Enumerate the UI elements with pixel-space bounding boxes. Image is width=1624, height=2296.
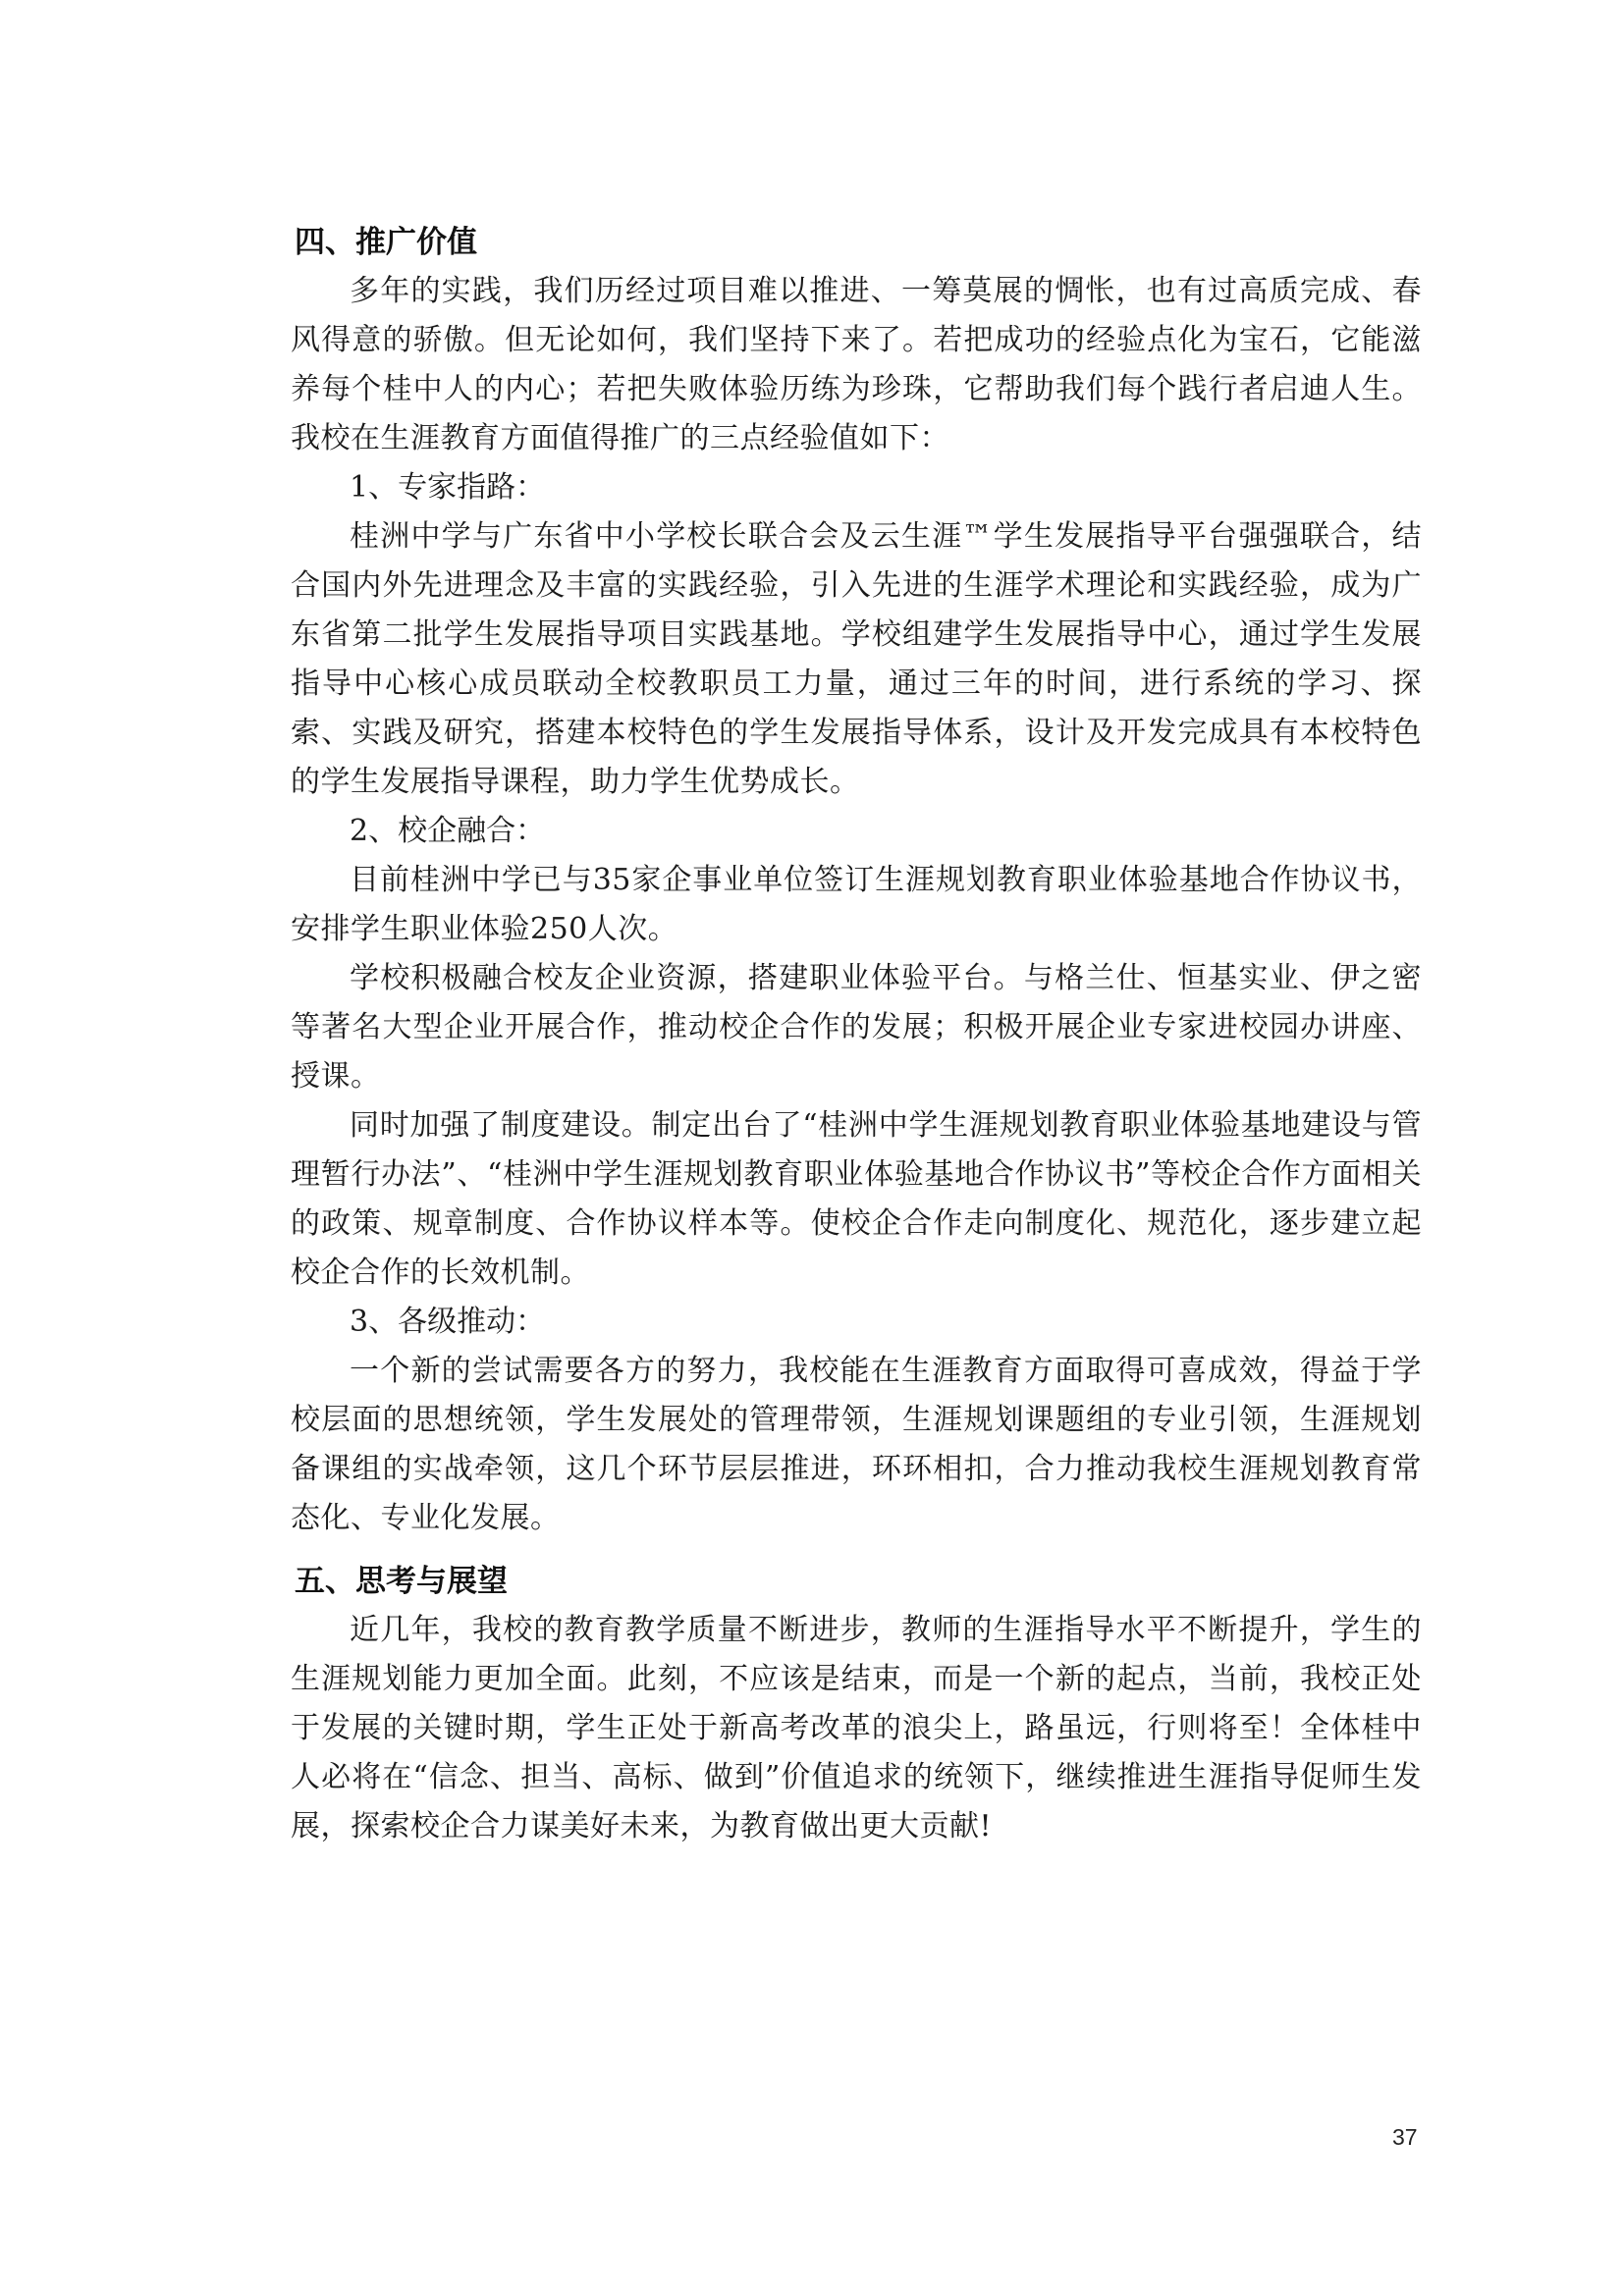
item-2-text-2: 学校积极融合校友企业资源，搭建职业体验平台。与格兰仕、恒基实业、伊之密等著名大型企业开展合作，推动校企合作的发展；积极开展企业专家进校园办讲座、授课。 — [291, 961, 1422, 1094]
item-3-text: 一个新的尝试需要各方的努力，我校能在生涯教育方面取得可喜成效，得益于学校层面的思想统领，学生发展处的管理带领，生涯规划课题组的专业引领，生涯规划备课组的实战牵领，这几个环节层层推进，环环相扣，合力推动我校生涯规划教育常态化、专业化发展。 — [291, 1354, 1422, 1535]
item-2-title: 2、校企融合： — [350, 814, 546, 848]
item-1-text: 桂洲中学与广东省中小学校长联合会及云生涯™学生发展指导平台强强联合，结合国内外先进理念及丰富的实践经验，引入先进的生涯学术理论和实践经验，成为广东省第二批学生发展指导项目实践基地。学校组建学生发展指导中心，通过学生发展指导中心核心成员联动全校教职员工力量，通过三年的时间，进行系统的学习、探索、实践及研究，搭建本校特色的学生发展指导体系，设计及开发完成具有本校特色的学生发展指导课程，助力学生优势成长。 — [291, 519, 1422, 799]
section-gap — [291, 1543, 1422, 1557]
item-2-text-3: 同时加强了制度建设。制定出台了“桂洲中学生涯规划教育职业体验基地建设与管理暂行办法”、“桂洲中学生涯规划教育职业体验基地合作协议书”等校企合作方面相关的政策、规章制度、合作协议样本等。使校企合作走向制度化、规范化，逐步建立起校企合作的长效机制。 — [291, 1108, 1422, 1290]
item-1-title: 1、专家指路： — [350, 470, 546, 505]
item-3-title: 3、各级推动： — [350, 1305, 546, 1339]
section-5-text: 近几年，我校的教育教学质量不断进步，教师的生涯指导水平不断提升，学生的生涯规划能力更加全面。此刻，不应该是结束，而是一个新的起点，当前，我校正处于发展的关键时期，学生正处于新高考改革的浪尖上，路虽远，行则将至！全体桂中人必将在“信念、担当、高标、做到”价值追求的统领下，继续推进生涯指导促师生发展，探索校企合力谋美好未来，为教育做出更大贡献! — [291, 1613, 1422, 1843]
document-body — [291, 218, 1422, 1851]
section-4-intro: 多年的实践，我们历经过项目难以推进、一筹莫展的惆怅，也有过高质完成、春风得意的骄傲。但无论如何，我们坚持下来了。若把成功的经验点化为宝石，它能滋养每个桂中人的内心；若把失败体验历练为珍珠，它帮助我们每个践行者启迪人生。我校在生涯教育方面值得推广的三点经验值如下： — [291, 274, 1422, 455]
page-number: 37 — [1392, 2124, 1418, 2150]
item-2-text-1: 目前桂洲中学已与35家企事业单位签订生涯规划教育职业体验基地合作协议书，安排学生职业体验250人次。 — [291, 863, 1422, 946]
section-5-heading: 五、思考与展望 — [295, 1564, 508, 1599]
section-4-heading: 四、推广价值 — [295, 225, 477, 260]
